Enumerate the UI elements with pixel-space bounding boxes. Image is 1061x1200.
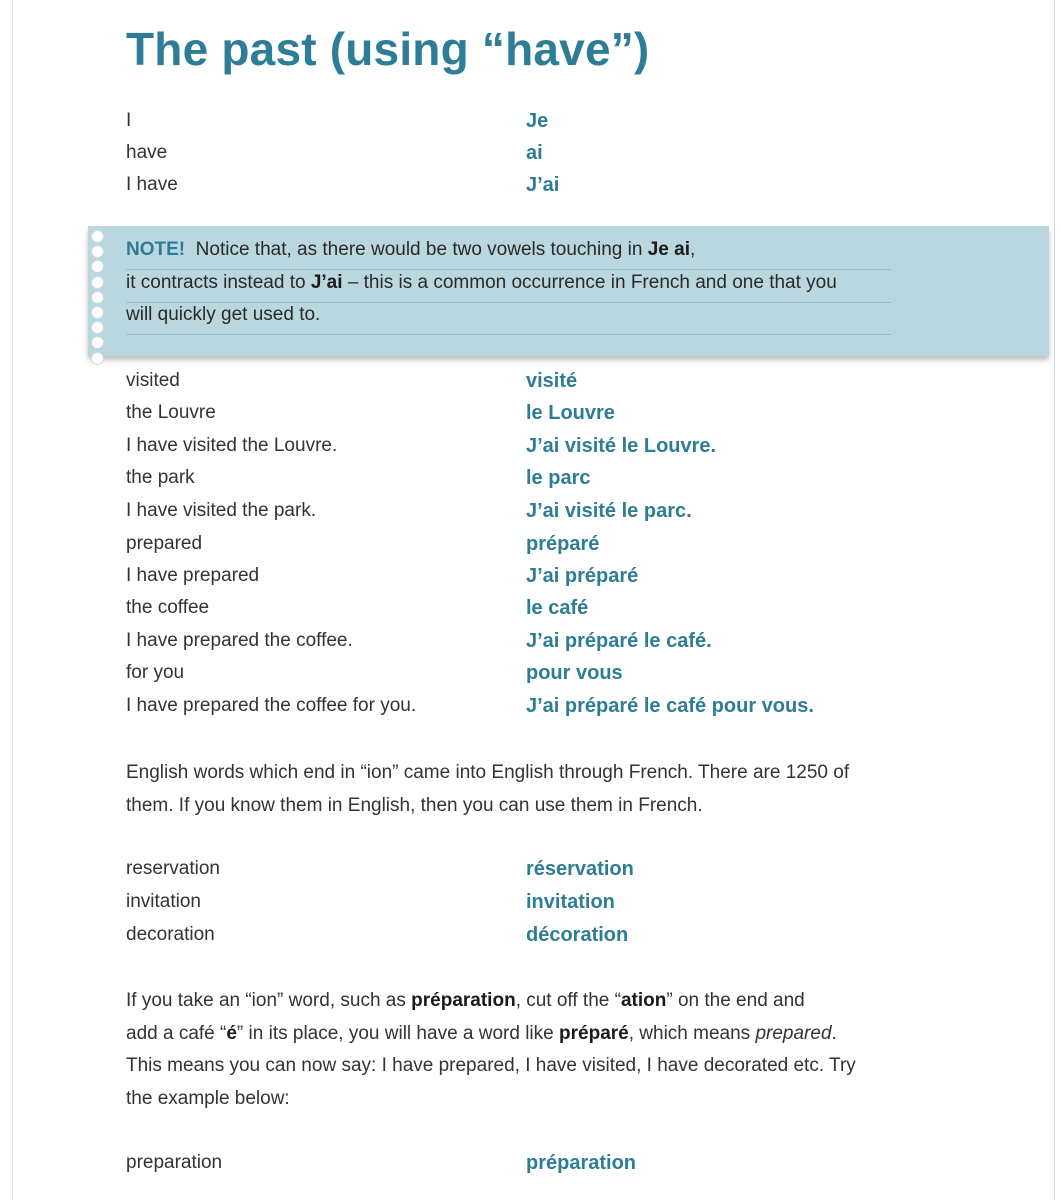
vocab-row <box>0 565 1000 597</box>
vocab-row <box>0 924 1000 956</box>
notebook-hole <box>91 260 104 273</box>
paragraph-text: ” on the end and <box>666 990 805 1011</box>
vocab-row <box>0 500 1000 532</box>
english-term: decoration <box>126 924 215 945</box>
french-term: préparé <box>526 533 600 555</box>
notebook-holes <box>91 230 105 367</box>
vocab-row <box>0 110 1000 142</box>
bold-term: é <box>226 1022 237 1044</box>
notebook-hole <box>91 352 104 365</box>
paragraph-text: , cut off the “ <box>515 990 621 1011</box>
english-term: visited <box>126 370 180 391</box>
vocab-row <box>0 630 1000 662</box>
french-term: le Louvre <box>526 402 615 424</box>
bold-term: préparé <box>559 1022 629 1044</box>
vocab-row <box>0 1152 1000 1184</box>
english-term: I have prepared the coffee for you. <box>126 695 417 716</box>
vocab-row <box>0 467 1000 499</box>
french-term: préparation <box>526 1152 637 1174</box>
french-term: J’ai préparé le café pour vous. <box>526 695 814 717</box>
vocab-row <box>0 662 1000 694</box>
note-text: will quickly get used to. <box>126 304 321 325</box>
french-term: ai <box>526 142 543 164</box>
french-term: le parc <box>526 467 591 489</box>
english-term: have <box>126 142 168 163</box>
note-label: NOTE! <box>126 239 186 260</box>
bold-term: ation <box>620 990 667 1011</box>
note-text: it contracts instead to <box>126 272 306 293</box>
note-bold-term: J’ai <box>310 272 343 293</box>
english-term: reservation <box>126 858 220 879</box>
english-term: I have prepared <box>126 565 260 586</box>
paragraph-text: . <box>831 1022 837 1044</box>
paragraph-ion-intro <box>126 757 886 822</box>
notebook-hole <box>91 291 104 304</box>
paragraph-text: add a café “ <box>126 1022 227 1044</box>
english-term: for you <box>126 662 185 683</box>
paragraph-ion-rule <box>126 985 886 1115</box>
english-term: preparation <box>126 1152 223 1173</box>
french-term: visité <box>526 370 578 392</box>
italic-term: prepared <box>755 1022 832 1044</box>
french-term: décoration <box>526 924 629 946</box>
french-term: pour vous <box>526 662 623 684</box>
vocab-row <box>0 142 1000 174</box>
french-term: J’ai visité le Louvre. <box>526 435 717 457</box>
paragraph-line: English words which end in “ion” came into English through French. There are 1250 of <box>126 762 850 783</box>
vocab-row <box>0 435 1000 467</box>
vocab-row <box>0 891 1000 923</box>
vocab-row <box>0 402 1000 434</box>
french-term: J’ai préparé <box>526 565 639 587</box>
french-term: J’ai <box>526 174 560 196</box>
english-term: I <box>126 110 132 131</box>
english-term: I have <box>126 174 178 195</box>
french-term: le café <box>526 597 589 619</box>
vocab-row <box>0 597 1000 629</box>
paragraph-line <box>126 985 886 1018</box>
french-term: J’ai visité le parc. <box>526 500 692 522</box>
english-term: invitation <box>126 891 201 912</box>
note-text: Notice that, as there would be two vowels touching in <box>195 239 643 260</box>
paragraph-text: , which means <box>628 1022 751 1044</box>
english-term: the park <box>126 467 195 488</box>
note-bold-term: Je ai <box>647 239 690 260</box>
french-term: Je <box>526 110 549 132</box>
notebook-hole <box>91 230 104 243</box>
note-line-2 <box>126 272 891 303</box>
vocab-row <box>0 533 1000 565</box>
paragraph-text: If you take an “ion” word, such as <box>126 990 406 1011</box>
notebook-hole <box>91 336 104 349</box>
english-term: I have visited the park. <box>126 500 317 521</box>
bold-term: préparation <box>411 990 516 1011</box>
notebook-hole <box>91 276 104 289</box>
notebook-hole <box>91 306 104 319</box>
french-term: invitation <box>526 891 615 913</box>
vocab-row <box>0 174 1000 206</box>
english-term: prepared <box>126 533 203 554</box>
note-line-3 <box>126 304 891 335</box>
note-text: – this is a common occurrence in French and one that you <box>347 272 837 293</box>
paragraph-text: ” in its place, you will have a word like <box>236 1022 554 1044</box>
note-line-1 <box>126 239 891 270</box>
english-term: the coffee <box>126 597 210 618</box>
notebook-hole <box>91 321 104 334</box>
paragraph-line: the example below: <box>126 1087 290 1109</box>
english-term: I have visited the Louvre. <box>126 435 338 456</box>
paragraph-line: them. If you know them in English, then you can use them in French. <box>126 794 703 816</box>
page-right-edge <box>1054 0 1055 1200</box>
french-term: J’ai préparé le café. <box>526 630 712 652</box>
note-text: , <box>689 239 696 260</box>
note-box <box>88 226 1049 356</box>
french-term: réservation <box>526 858 634 880</box>
english-term: the Louvre <box>126 402 216 423</box>
page-title: The past (using “have”) <box>126 23 650 75</box>
notebook-hole <box>91 245 104 258</box>
vocab-row <box>0 695 1000 727</box>
english-term: I have prepared the coffee. <box>126 630 353 651</box>
paragraph-line: This means you can now say: I have prepared, I have visited, I have decorated etc. Try <box>126 1055 856 1076</box>
vocab-row <box>0 858 1000 890</box>
vocab-row <box>0 370 1000 402</box>
paragraph-line <box>126 1018 886 1051</box>
